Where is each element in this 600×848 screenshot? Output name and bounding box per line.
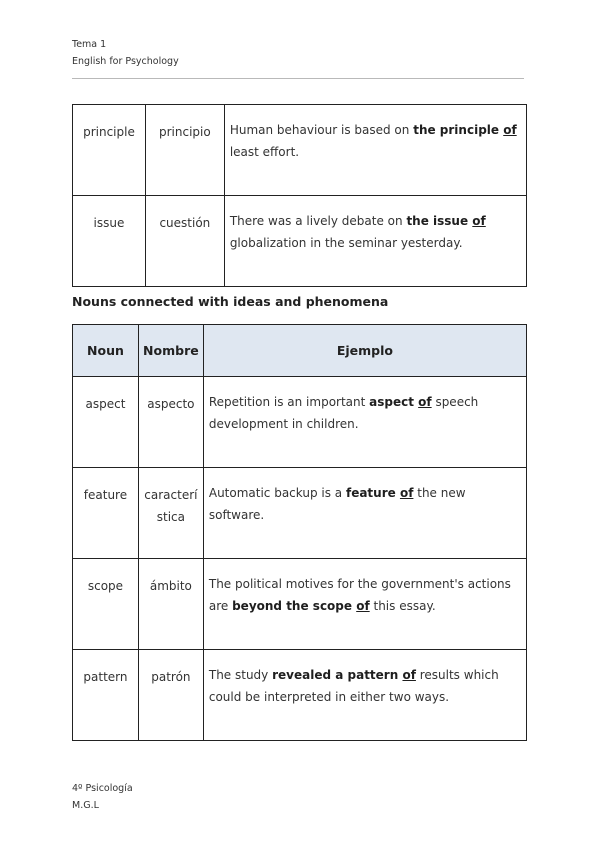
noun-cell: scope (73, 559, 139, 650)
example-cell: Human behaviour is based on the principle of least effort. (224, 105, 526, 196)
nombre-cell: cuestión (145, 196, 224, 287)
table-header-row (73, 325, 527, 377)
nombre-cell: ámbito (138, 559, 203, 650)
column-header-ejemplo: Ejemplo (203, 325, 526, 377)
noun-cell: principle (73, 105, 146, 196)
header-topic: Tema 1 (72, 39, 107, 50)
noun-cell: feature (73, 468, 139, 559)
noun-cell: aspect (73, 377, 139, 468)
table-row (73, 377, 527, 468)
nombre-cell: patrón (138, 650, 203, 741)
column-header-nombre: Nombre (138, 325, 203, 377)
table-row (73, 196, 527, 287)
section-title: Nouns connected with ideas and phenomena (72, 294, 389, 309)
vocabulary-table-continued (72, 104, 527, 287)
footer-course-level: 4º Psicología (72, 783, 133, 794)
footer-author: M.G.L (72, 800, 99, 811)
noun-cell: pattern (73, 650, 139, 741)
table-row (73, 650, 527, 741)
nombre-cell: principio (145, 105, 224, 196)
vocabulary-table (72, 324, 527, 741)
page-header (72, 36, 179, 70)
example-cell: The study revealed a pattern of results which could be interpreted in either two ways. (203, 650, 526, 741)
table-row (73, 468, 527, 559)
table-row (73, 105, 527, 196)
header-divider (72, 78, 524, 79)
header-course: English for Psychology (72, 56, 179, 67)
nombre-cell: aspecto (138, 377, 203, 468)
noun-cell: issue (73, 196, 146, 287)
example-cell: Repetition is an important aspect of speech development in children. (203, 377, 526, 468)
example-cell: Automatic backup is a feature of the new software. (203, 468, 526, 559)
table-row (73, 559, 527, 650)
column-header-noun: Noun (73, 325, 139, 377)
example-cell: The political motives for the government's actions are beyond the scope of this essay. (203, 559, 526, 650)
page-footer (72, 780, 133, 814)
nombre-cell: caracterí stica (138, 468, 203, 559)
example-cell: There was a lively debate on the issue of globalization in the seminar yesterday. (224, 196, 526, 287)
